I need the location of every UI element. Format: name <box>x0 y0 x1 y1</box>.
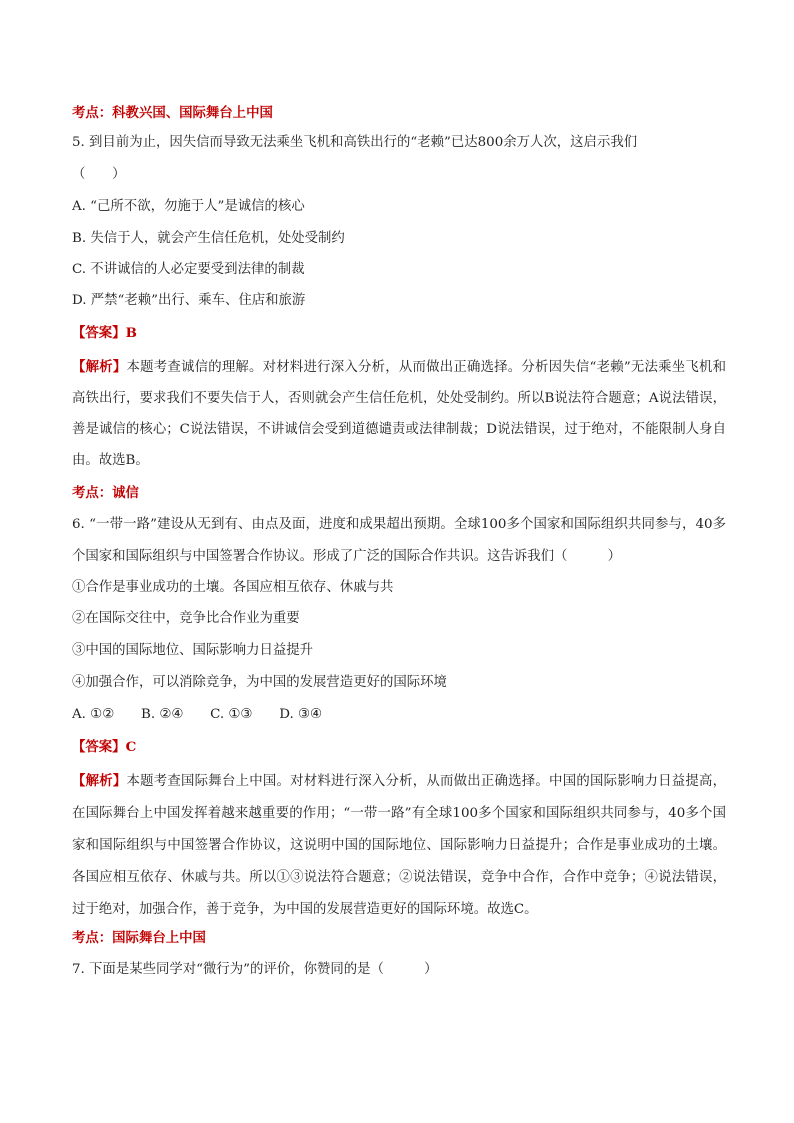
q5-answer: 【答案】B <box>72 325 137 341</box>
q5-stem: 5. 到目前为止，因失信而导致无法乘坐飞机和高铁出行的“老赖”已达800余万人次，这启示我们 <box>72 135 638 150</box>
q5-option-d: D. 严禁“老赖”出行、乘车、住店和旅游 <box>72 293 306 308</box>
q6-stem: 6. “一带一路”建设从无到有、由点及面，进度和成果超出预期。全球100多个国家和国际组织共同参与，40多个国家和国际组织与中国签署合作协议。形成了广泛的国际合作共识。这告诉我们（ ） <box>72 517 726 564</box>
q6-statement-3: ③中国的国际地位、国际影响力日益提升 <box>72 643 314 658</box>
q6-choices: A. ①② B. ②④ C. ①③ D. ③④ <box>72 707 322 722</box>
q5-analysis: 【解析】本题考查诚信的理解。对材料进行深入分析，从而做出正确选择。分析因失信“老赖”无法乘坐飞机和高铁出行，要求我们不要失信于人，否则就会产生信任危机，处处受制约。所以B说法符合题意；A说法错误，善是诚信的核心；C说法错误，不讲诚信会受到道德谴责或法律制裁；D说法错误，过于绝对，不能限制人身自由。故选B。 <box>72 359 726 468</box>
q6-statement-2: ②在国际交往中，竞争比合作业为重要 <box>72 611 300 626</box>
q5-option-a: A. “己所不欲，勿施于人”是诚信的核心 <box>72 199 305 214</box>
q5-paren: （ ） <box>72 167 126 182</box>
q6-statement-1: ①合作是事业成功的土壤。各国应相互依存、休戚与共 <box>72 580 394 595</box>
q6-kaodian: 考点：国际舞台上中国 <box>72 930 206 946</box>
q6-analysis: 【解析】本题考查国际舞台上中国。对材料进行深入分析，从而做出正确选择。中国的国际影响力日益提高，在国际舞台上中国发挥着越来越重要的作用；“一带一路”有全球100多个国家和国际组织共同参与，40多个国家和国际组织与中国签署合作协议，这说明中国的国际地位、国际影响力日益提升；合作是事业成功的土壤。各国应相互依存、休戚与共。所以①③说法符合题意；②说法错误，竞争中合作，合作中竞争；④说法错误，过于绝对，加强合作，善于竞争，为中国的发展营造更好的国际环境。故选C。 <box>72 773 727 917</box>
kaodian-prev: 考点：科教兴国、国际舞台上中国 <box>72 105 273 121</box>
q5-kaodian: 考点：诚信 <box>72 485 139 501</box>
q5-option-b: B. 失信于人，就会产生信任危机，处处受制约 <box>72 231 345 246</box>
q7-stem: 7. 下面是某些同学对“微行为”的评价，你赞同的是（ ） <box>72 962 438 977</box>
q6-statement-4: ④加强合作，可以消除竞争，为中国的发展营造更好的国际环境 <box>72 675 447 690</box>
q6-answer: 【答案】C <box>72 739 137 755</box>
q5-option-c: C. 不讲诚信的人必定要受到法律的制裁 <box>72 262 305 277</box>
